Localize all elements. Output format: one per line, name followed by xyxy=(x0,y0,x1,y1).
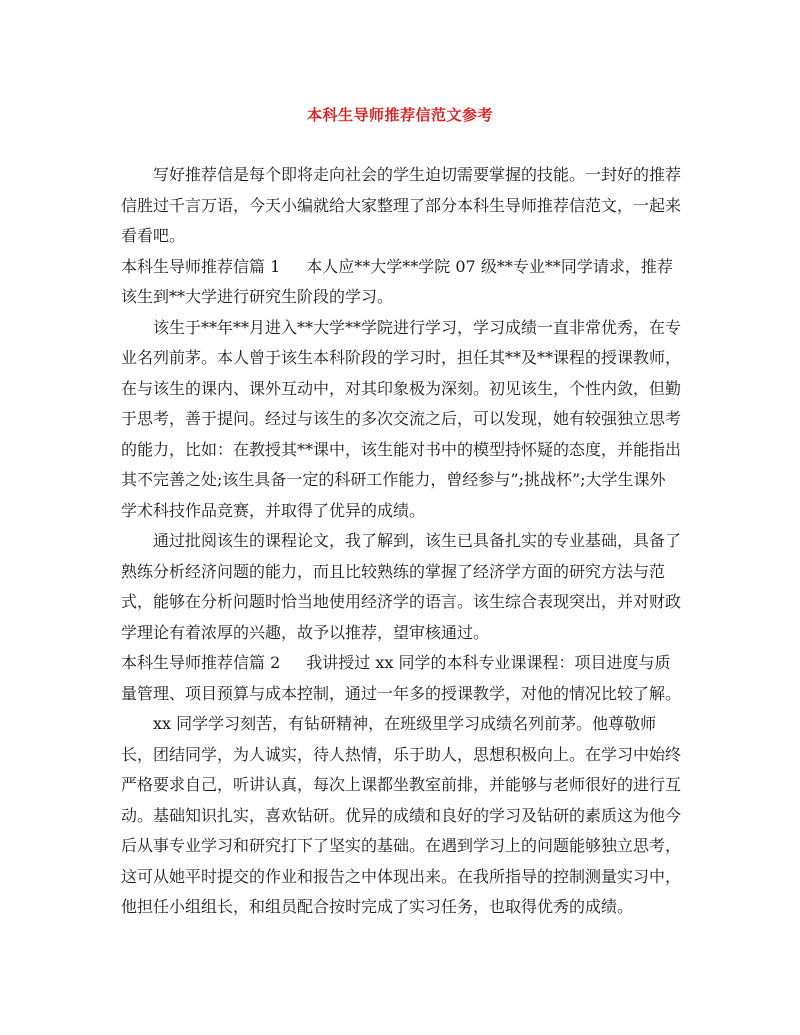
section-heading-letter-1: 本科生导师推荐信篇 1 xyxy=(121,256,281,276)
paragraph-letter-1-closing: 通过批阅该生的课程论文，我了解到，该生已具备扎实的专业基础，具备了熟练分析经济问题的能力，而且比较熟练的掌握了经济学方面的研究方法与范式，能够在分析问题时恰当地使用经济学的语言。该生综合表现突出，并对财政学理论有着浓厚的兴趣，故予以推荐，望审核通过。 xyxy=(121,531,682,642)
paragraph-letter-1-opening xyxy=(121,252,681,313)
section-heading-letter-2: 本科生导师推荐信篇 2 xyxy=(121,653,281,672)
paragraph-text: 我讲授过 xx 同学的本科专业课课程：项目进度与质量管理、项目预算与成本控制，通过一年多的授课教学，对他的情况比较了解。 xyxy=(121,653,682,703)
document-title: 本科生导师推荐信范文参考 xyxy=(306,106,493,124)
paragraph-letter-2-body: xx 同学学习刻苦，有钻研精神，在班级里学习成绩名列前茅。他尊敬师长，团结同学，为人诚实，待人热情，乐于助人，思想积极向上。在学习中始终严格要求自己，听讲认真，每次上课都坐教室前排，并能够与老师很好的进行互动。基础知识扎实，喜欢钻研。优异的成绩和良好的学习及钻研的素质这为他今后从事专业学习和研究打下了坚实的基础。在遇到学习上的问题能够独立思考，这可从她平时提交的作业和报告之中体现出来。在我所指导的控制测量实习中，他担任小组组长，和组员配合按时完成了实习任务，也取得优秀的成绩。 xyxy=(121,714,682,916)
paragraph-intro: 写好推荐信是每个即将走向社会的学生迫切需要掌握的技能。一封好的推荐信胜过千言万语，今天小编就给大家整理了部分本科生导师推荐信范文，一起来看看吧。 xyxy=(121,165,682,245)
paragraph-letter-2-opening xyxy=(121,648,681,709)
paragraph-text: 本人应**大学**学院 07 级**专业**同学请求，推荐该生到**大学进行研究生阶段的学习。 xyxy=(121,256,673,306)
document-body xyxy=(121,160,681,923)
paragraph-letter-1-body: 该生于**年**月进入**大学**学院进行学习，学习成绩一直非常优秀，在专业名列前茅。本人曾于该生本科阶段的学习时，担任其**及**课程的授课教师，在与该生的课内、课外互动中，对其印象极为深刻。初见该生，个性内敛，但勤于思考，善于提问。经过与该生的多次交流之后，可以发现，她有较强独立思考的能力，比如：在教授其**课中，该生能对书中的模型持怀疑的态度，并能指出其不完善之处;该生具备一定的科研工作能力，曾经参与”;挑战杯”;大学生课外学术科技作品竞赛，并取得了优异的成绩。 xyxy=(121,317,682,520)
